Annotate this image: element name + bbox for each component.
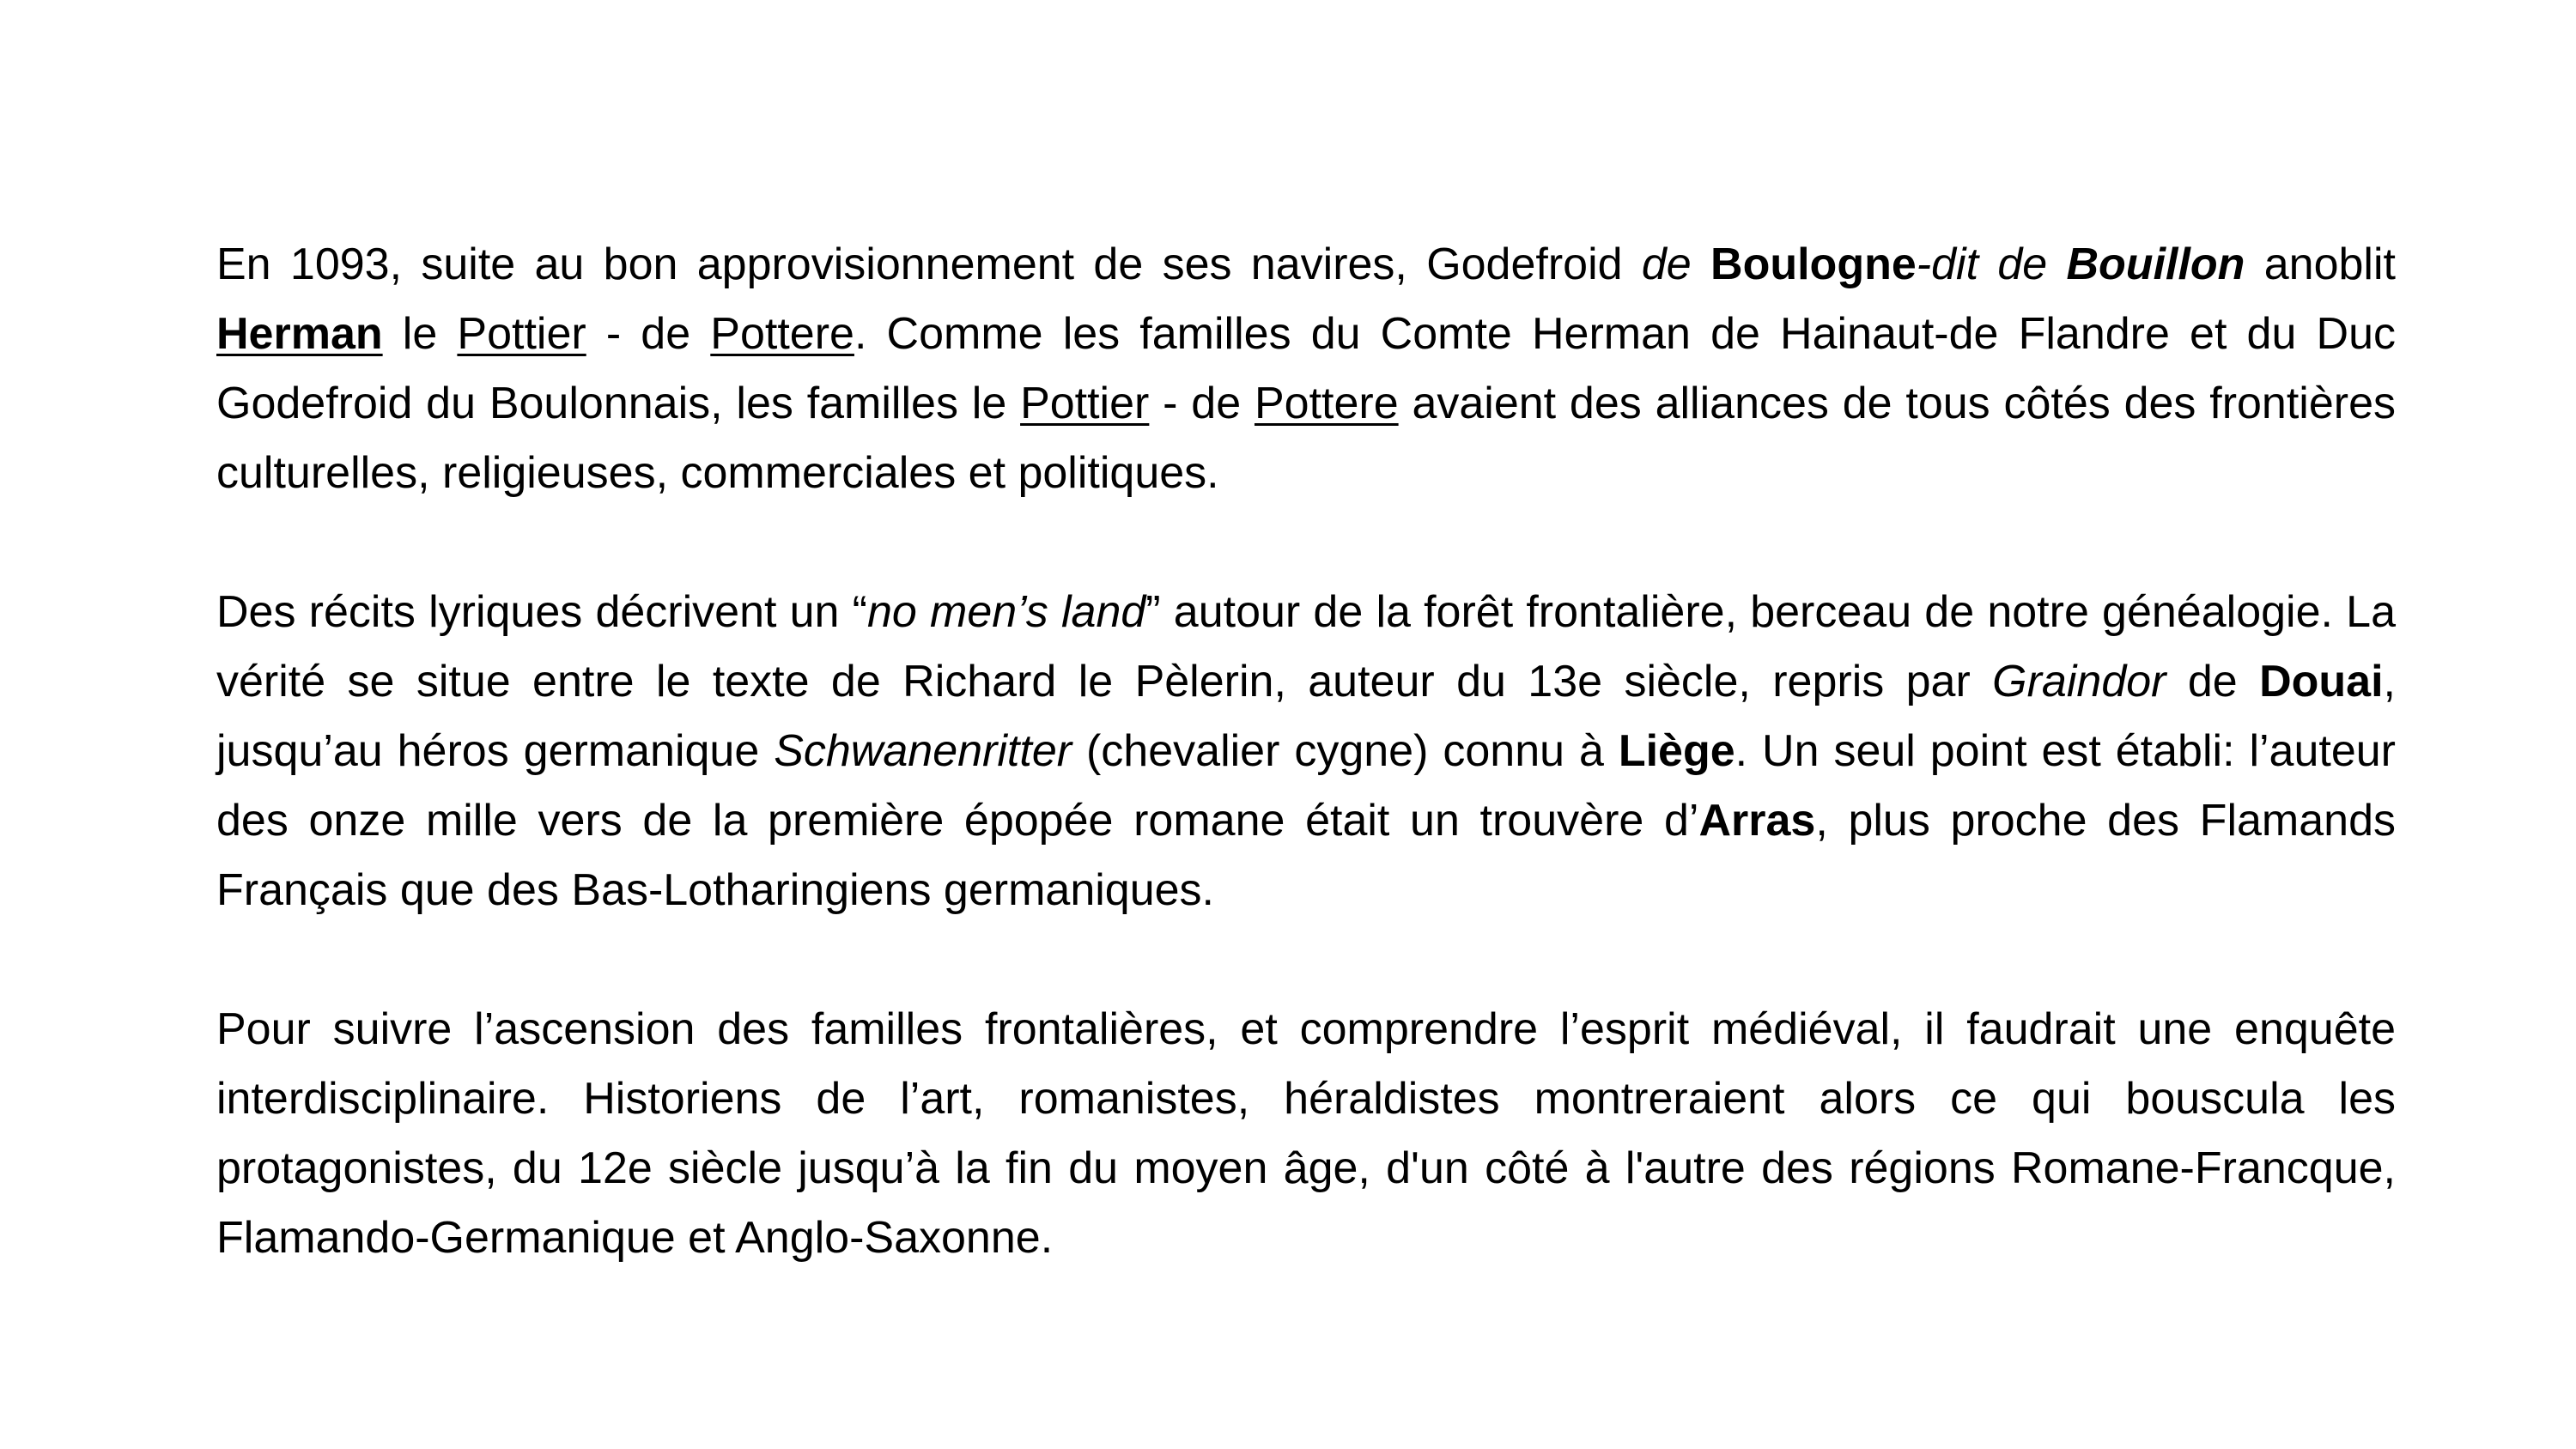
p2-text-4: , jusqu’au héros germanique bbox=[216, 657, 2396, 776]
p1-text-4: - de bbox=[586, 309, 711, 359]
paragraph-2 bbox=[216, 578, 2396, 925]
p2-liege-bold: Liège bbox=[1618, 726, 1735, 776]
p1-text-2: anoblit bbox=[2245, 239, 2396, 289]
p2-arras-bold: Arras bbox=[1698, 796, 1816, 846]
p1-bouillon-bold-italic: Bouillon bbox=[2066, 239, 2245, 289]
p1-text-3: le bbox=[382, 309, 458, 359]
p1-herman-bold-underline: Herman bbox=[216, 309, 383, 359]
p1-dit-de-italic: -dit de bbox=[1916, 239, 2048, 289]
p1-space-2 bbox=[2047, 239, 2066, 289]
p2-text-1: Des récits lyriques décrivent un “ bbox=[216, 587, 867, 637]
p2-schwanenritter-italic: Schwanenritter bbox=[774, 726, 1072, 776]
p2-text-2: ” autour de la forêt frontalière, berceau de notre généalogie. La vérité se situe entre le texte de Richard le Pèlerin, auteur du 13e siècle, repris par bbox=[216, 587, 2396, 706]
p2-graindor-italic: Graindor bbox=[1992, 657, 2166, 706]
p1-text-7: avaient des alliances de tous côtés des frontières culturelles, religieuses, commerciales et politiques. bbox=[216, 379, 2397, 498]
p3-text: Pour suivre l’ascension des familles frontalières, et comprendre l’esprit médiéval, il faudrait une enquête interdisciplinaire. Historiens de l’art, romanistes, héraldistes montreraient alors ce qui bouscula les protagonistes, du 12e siècle jusqu’à la fin du moyen âge, d'un côté à l'autre des régions Romane-Francque, Flamando-Germanique et Anglo-Saxonne. bbox=[216, 1004, 2396, 1263]
p2-text-7: , plus proche des Flamands Français que des Bas-Lotharingiens germaniques. bbox=[216, 796, 2396, 915]
p2-text-6: . Un seul point est établi: l’auteur des onze mille vers de la première épopée romane était un trouvère d’ bbox=[216, 726, 2397, 846]
paragraph-1 bbox=[216, 230, 2396, 508]
p1-pottier-underline-1: Pottier bbox=[457, 309, 586, 359]
p2-text-3: de bbox=[2166, 657, 2260, 706]
text-body bbox=[216, 230, 2396, 1273]
p1-text-6: - de bbox=[1149, 379, 1255, 428]
p1-pottere-underline-1: Pottere bbox=[710, 309, 854, 359]
p1-text-1: En 1093, suite au bon approvisionnement de ses navires, Godefroid bbox=[216, 239, 1642, 289]
p1-pottier-underline-2: Pottier bbox=[1020, 379, 1150, 428]
p1-boulogne-bold: Boulogne bbox=[1710, 239, 1917, 289]
p1-space-1 bbox=[1692, 239, 1710, 289]
paragraph-3 bbox=[216, 995, 2396, 1273]
p1-text-5: . Comme les familles du Comte Herman de Hainaut-de Flandre et du Duc Godefroid du Boulonnais, les familles le bbox=[216, 309, 2396, 428]
p2-text-5: (chevalier cygne) connu à bbox=[1072, 726, 1619, 776]
p1-pottere-underline-2: Pottere bbox=[1254, 379, 1399, 428]
p2-douai-bold: Douai bbox=[2259, 657, 2384, 706]
p2-no-mens-land-italic: no men’s land bbox=[866, 587, 1146, 637]
p1-de-italic: de bbox=[1641, 239, 1692, 289]
